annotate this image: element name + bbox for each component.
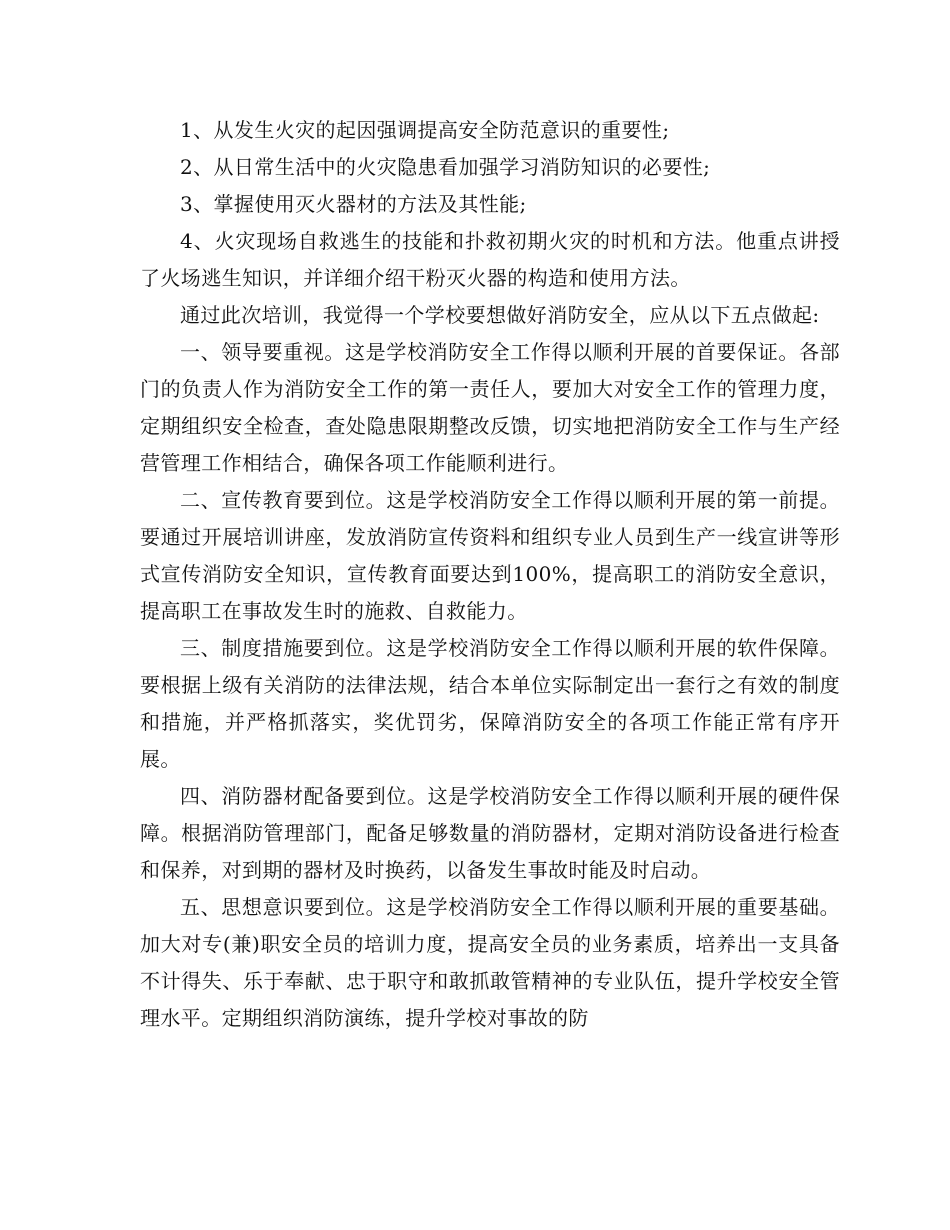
paragraph-7: 二、宣传教育要到位。这是学校消防安全工作得以顺利开展的第一前提。要通过开展培训讲座，发放消防宣传资料和组织专业人员到生产一线宣讲等形式宣传消防安全知识，宣传教育面要达到100%，提高职工的消防安全意识，提高职工在事故发生时的施救、自救能力。 bbox=[140, 488, 840, 623]
paragraph-6: 一、领导要重视。这是学校消防安全工作得以顺利开展的首要保证。各部门的负责人作为消防安全工作的第一责任人，要加大对安全工作的管理力度，定期组织安全检查，查处隐患限期整改反馈，切实地把消防安全工作与生产经营管理工作相结合，确保各项工作能顺利进行。 bbox=[140, 340, 840, 475]
document-body bbox=[140, 112, 840, 1037]
paragraph-10: 五、思想意识要到位。这是学校消防安全工作得以顺利开展的重要基础。加大对专(兼)职安全员的培训力度，提高安全员的业务素质，培养出一支具备不计得失、乐于奉献、忠于职守和敢抓敢管精神的专业队伍，提升学校安全管理水平。定期组织消防演练，提升学校对事故的防 bbox=[140, 895, 840, 1030]
paragraph-3: 3、掌握使用灭火器材的方法及其性能; bbox=[180, 192, 527, 216]
paragraph-1: 1、从发生火灾的起因强调提高安全防范意识的重要性; bbox=[180, 118, 670, 142]
paragraph-2: 2、从日常生活中的火灾隐患看加强学习消防知识的必要性; bbox=[180, 155, 711, 179]
paragraph-9: 四、消防器材配备要到位。这是学校消防安全工作得以顺利开展的硬件保障。根据消防管理部门，配备足够数量的消防器材，定期对消防设备进行检查和保养，对到期的器材及时换药，以备发生事故时能及时启动。 bbox=[140, 784, 840, 882]
paragraph-5: 通过此次培训，我觉得一个学校要想做好消防安全，应从以下五点做起: bbox=[180, 303, 820, 327]
paragraph-4: 4、火灾现场自救逃生的技能和扑救初期火灾的时机和方法。他重点讲授了火场逃生知识，并详细介绍干粉灭火器的构造和使用方法。 bbox=[140, 229, 840, 290]
paragraph-8: 三、制度措施要到位。这是学校消防安全工作得以顺利开展的软件保障。要根据上级有关消防的法律法规，结合本单位实际制定出一套行之有效的制度和措施，并严格抓落实，奖优罚劣，保障消防安全的各项工作能正常有序开展。 bbox=[140, 636, 840, 771]
